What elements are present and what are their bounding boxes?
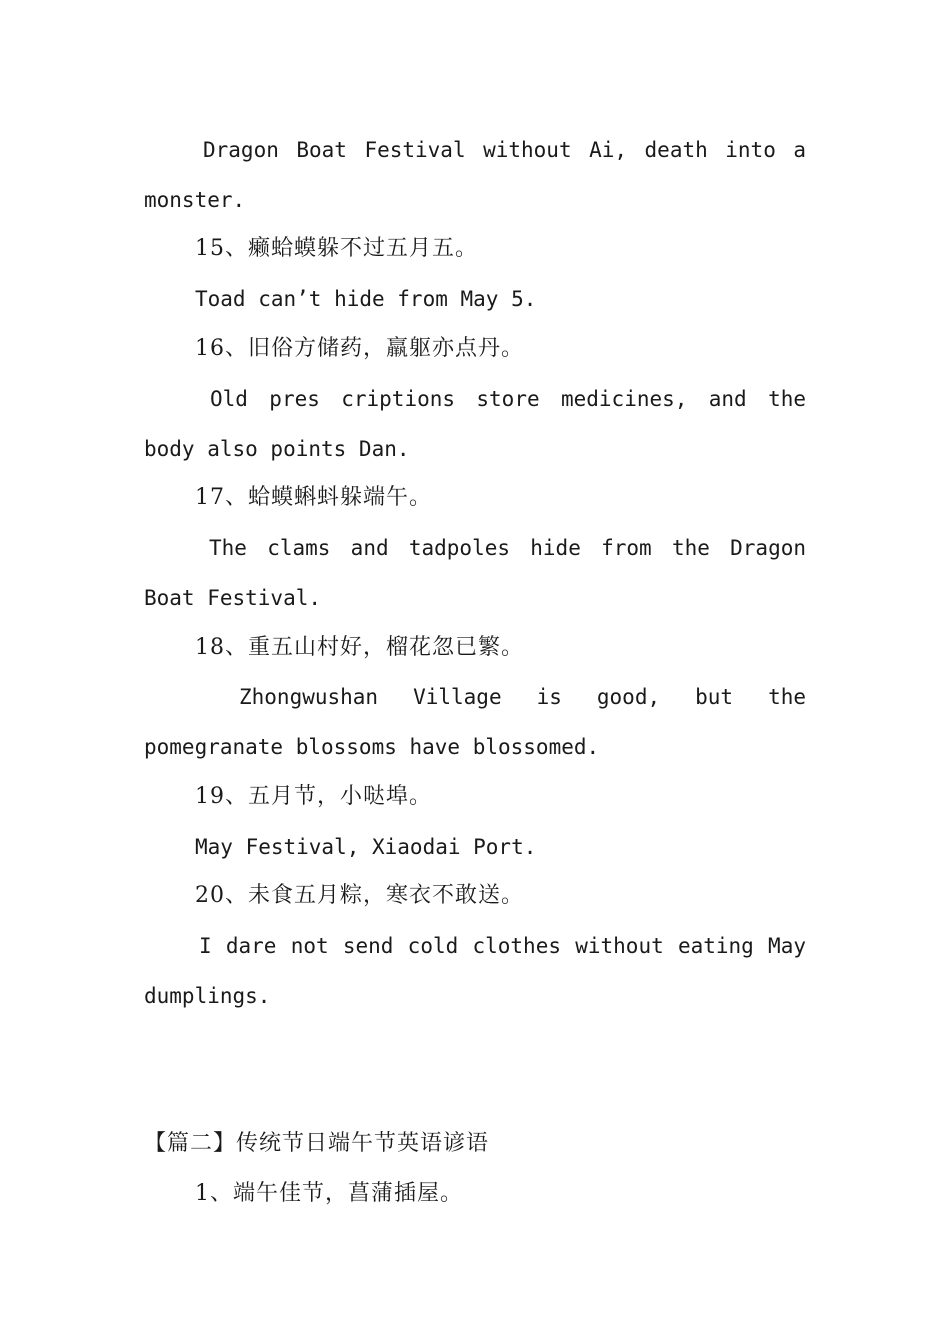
proverb-1-chinese: 1、端午佳节，菖蒲插屋。 [195, 1181, 463, 1206]
proverb-18-english-line-2: pomegranate blossoms have blossomed. [144, 735, 600, 759]
proverb-14-english-line-2: monster. [144, 188, 246, 212]
proverb-16-english-line-1: Old pres criptions store medicines, and the [210, 387, 806, 411]
proverb-19-chinese: 19、五月节，小哒埠。 [195, 784, 432, 809]
proverb-20-chinese: 20、未食五月粽，寒衣不敢送。 [195, 883, 524, 908]
section-heading: 【篇二】传统节日端午节英语谚语 [144, 1131, 490, 1156]
proverb-17-english-line-2: Boat Festival. [144, 586, 322, 610]
proverb-15-chinese: 15、癞蛤蟆躲不过五月五。 [195, 236, 478, 261]
proverb-16-english-line-2: body also points Dan. [144, 437, 410, 461]
proverb-17-english-line-1: The clams and tadpoles hide from the Dragon [209, 536, 806, 560]
proverb-17-chinese: 17、蛤蟆蝌蚪躲端午。 [195, 485, 432, 510]
proverb-19-english: May Festival, Xiaodai Port. [195, 835, 537, 859]
proverb-18-english-line-1: Zhongwushan Village is good, but the [239, 685, 806, 709]
proverb-14-english-line-1: Dragon Boat Festival without Ai, death into a [203, 138, 806, 162]
proverb-20-english-line-1: I dare not send cold clothes without eating May [199, 934, 806, 958]
proverb-16-chinese: 16、旧俗方储药，羸躯亦点丹。 [195, 336, 524, 361]
proverb-15-english: Toad can’t hide from May 5. [195, 287, 537, 311]
proverb-18-chinese: 18、重五山村好，榴花忽已繁。 [195, 635, 524, 660]
proverb-20-english-line-2: dumplings. [144, 984, 271, 1008]
